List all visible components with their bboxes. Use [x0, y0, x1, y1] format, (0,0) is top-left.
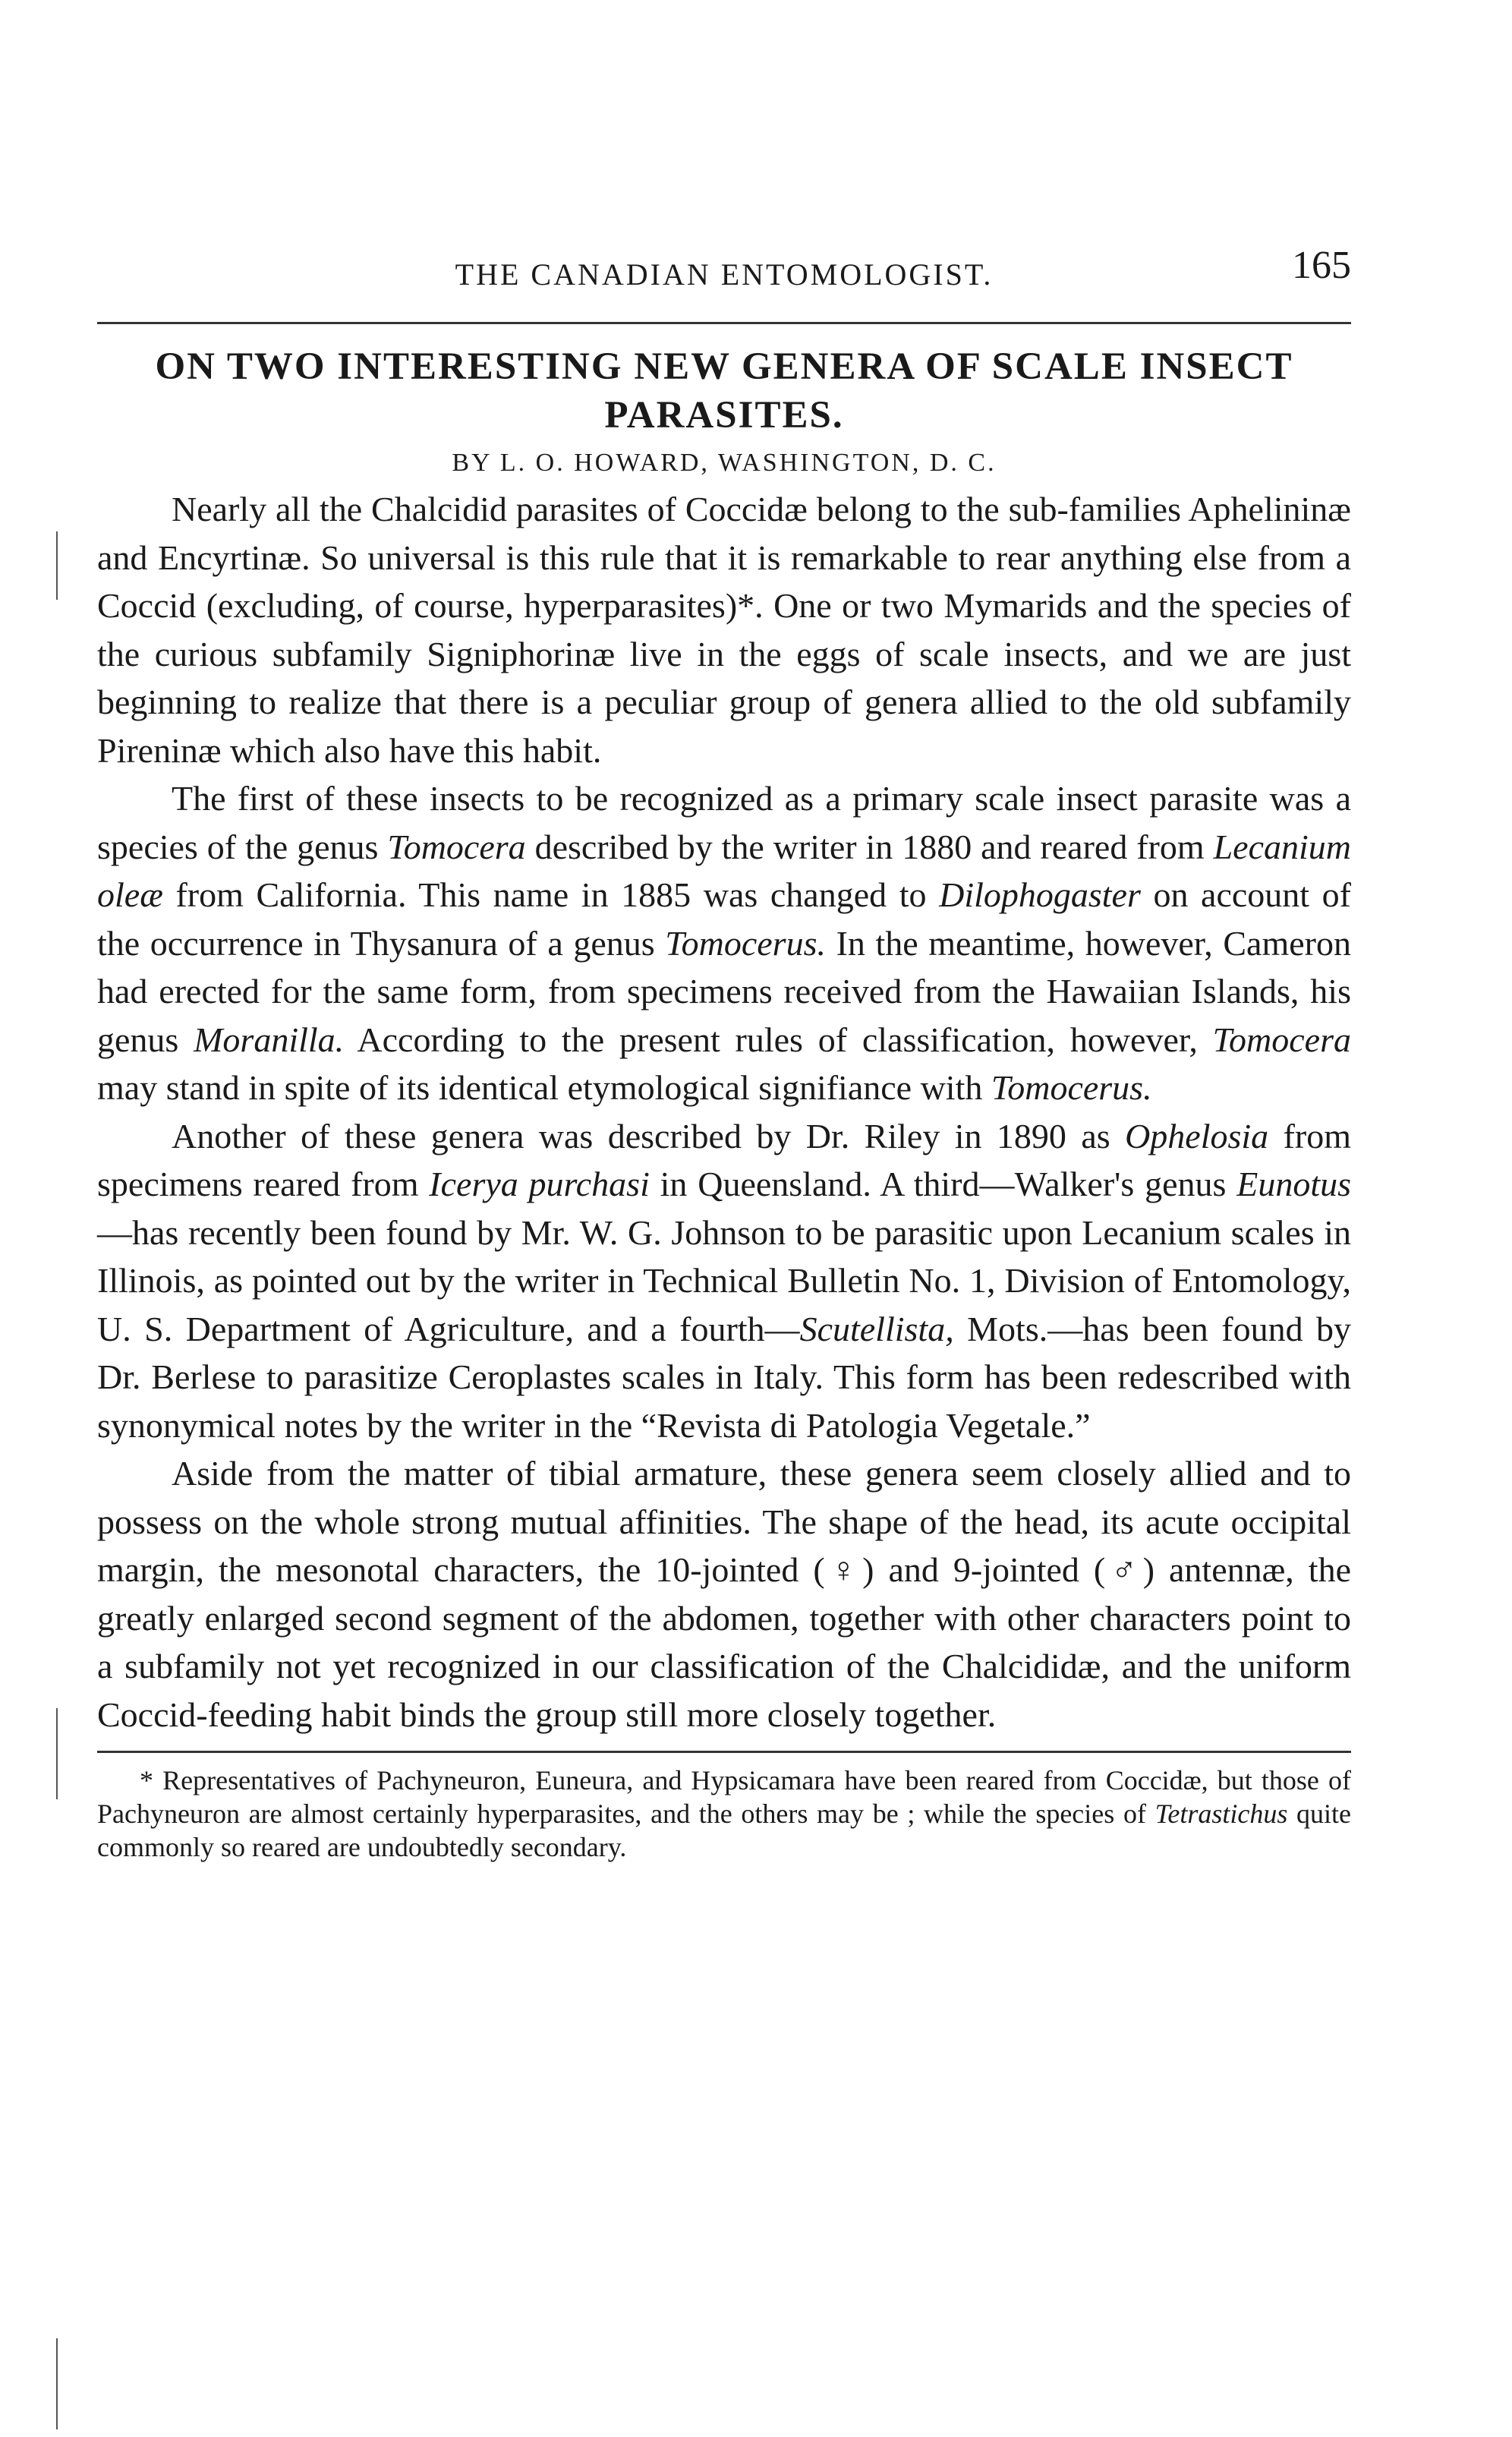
journal-page [97, 243, 1351, 1864]
body-paragraph: The first of these insects to be recognized as a primary scale insect parasite was a species of the genus Tomocera described by the writer in 1880 and reared from Lecanium oleæ from California. This name in 1885 was changed to Dilophogaster on account of the occurrence in Thysanura of a genus Tomocerus. In the meantime, however, Cameron had erected for the same form, from specimens received from the Hawaiian Islands, his genus Moranilla. According to the present rules of classification, however, Tomocera may stand in spite of its identical etymological signifiance with Tomocerus. [97, 779, 1351, 1107]
italic-term: Eunotus [1236, 1165, 1352, 1203]
page-number: 165 [1292, 244, 1351, 287]
italic-term: Tomocera [1212, 1020, 1351, 1059]
margin-mark [56, 2338, 58, 2429]
italic-term: Tomocerus. [991, 1068, 1152, 1107]
italic-term: Moranilla. [194, 1020, 345, 1059]
body-paragraph: Another of these genera was described by Dr. Riley in 1890 as Ophelosia from specimens reared from Icerya purchasi in Queensland. A third—Walker's genus Eunotus—has recently been found by Mr. W. G. Johnson to be parasitic upon Lecanium scales in Illinois, as pointed out by the writer in Technical Bulletin No. 1, Division of Entomology, U. S. Department of Agriculture, and a fourth—Scutellista, Mots.—has been found by Dr. Berlese to parasitize Ceroplastes scales in Italy. This form has been redescribed with synonymical notes by the writer in the “Revista di Patologia Vegetale.” [97, 1116, 1352, 1445]
margin-mark [56, 1708, 58, 1799]
footnote-rule [97, 1751, 1351, 1753]
italic-term: Icerya purchasi [429, 1165, 650, 1203]
footnote: * Representatives of Pachyneuron, Euneura, and Hypsicamara have been reared from Coccidæ, but those of Pachyneuron are almost certainly hyperparasites, and the others may be ; while the species of Tetrastichus quite commonly so reared are undoubtedly secondary. [97, 1765, 1351, 1862]
article-title: ON TWO INTERESTING NEW GENERA OF SCALE INSECT PARASITES. [155, 345, 1293, 437]
journal-name: THE CANADIAN ENTOMOLOGIST. [455, 257, 994, 292]
running-head [97, 243, 1351, 311]
italic-term: Lecanium oleæ [97, 827, 1351, 914]
italic-term: Tomocera [387, 827, 526, 866]
italic-term: Ophelosia [1125, 1116, 1269, 1155]
article-body [97, 485, 1351, 1739]
italic-term: Tomocerus. [665, 923, 826, 963]
italic-term: Scutellista, [799, 1309, 954, 1348]
header-rule [97, 322, 1351, 324]
margin-mark [56, 531, 58, 600]
article-byline: BY L. O. HOWARD, WASHINGTON, D. C. [452, 449, 997, 477]
italic-term: Dilophogaster [939, 875, 1141, 914]
italic-term: Tetrastichus [1154, 1799, 1288, 1829]
body-paragraph: Aside from the matter of tibial armature, these genera seem closely allied and to possess on the whole strong mutual affinities. The shape of the head, its acute occipital margin, the mesonotal characters, the 10-jointed (♀) and 9-jointed (♂) antennæ, the greatly enlarged second segment of the abdomen, together with other characters point to a subfamily not yet recognized in our classification of the Chalcididæ, and the uniform Coccid-feeding habit binds the group still more closely together. [97, 1454, 1351, 1734]
body-paragraph: Nearly all the Chalcidid parasites of Coccidæ belong to the sub-families Aphelininæ and Encyrtinæ. So universal is this rule that it is remarkable to rear anything else from a Coccid (excluding, of course, hyperparasites)*. One or two Mymarids and the species of the curious subfamily Signiphorinæ live in the eggs of scale insects, and we are just beginning to realize that there is a peculiar group of genera allied to the old subfamily Pireninæ which also have this habit. [97, 490, 1351, 770]
